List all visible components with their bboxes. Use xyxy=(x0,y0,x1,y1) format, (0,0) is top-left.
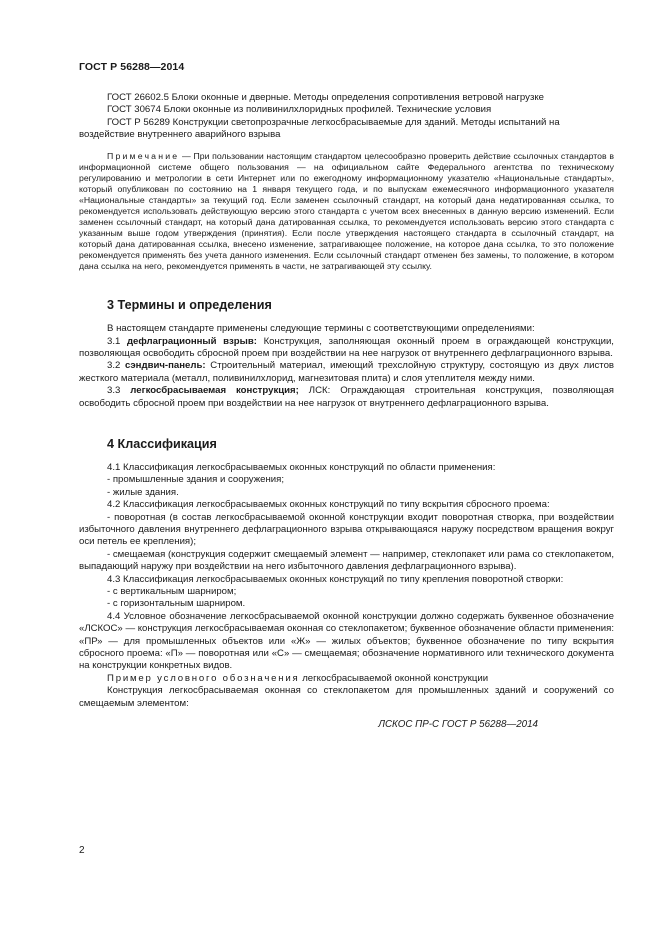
list-item: - с горизонтальным шарниром. xyxy=(107,598,246,610)
term-definition: Конструкция, заполняющая оконный проем в ограждающей конструкции, позволяющая освободить сбросной проем при воздействии на нее нагрузок от внутреннего дефлаграционного взрыва. xyxy=(79,335,614,359)
clause-4-1: 4.1 Классификация легкосбрасываемых оконных конструкций по области применения: xyxy=(107,461,496,473)
term-name: дефлаграционный взрыв: xyxy=(126,335,257,347)
term-number: 3.3 xyxy=(107,385,131,397)
example-tail: легкосбрасываемой оконной конструкции xyxy=(299,672,489,684)
clause-4-2: 4.2 Классификация легкосбрасываемых оконных конструкций по типу вскрытия сбросного проема: xyxy=(107,499,550,511)
designation-example: ЛСКОС ПР-С ГОСТ Р 56288—2014 xyxy=(378,719,538,731)
list-item: - с вертикальным шарниром; xyxy=(107,586,237,598)
clause-4-4: 4.4 Условное обозначение легкосбрасываемой оконной конструкции должно содержать буквенное обозначение «ЛСКОС» — конструкция легкосбрасываемая оконная со стеклопакетом; буквенное обозначение области применения: «ПР» — для промышленных объектов или «Ж» — жилых объектов; буквенное обозначение по типу вскрытия сбросного проема: «П» — поворотная или «С» — смещаемая; обозначение нормативного или технического документа на конструкции конкретных видов. xyxy=(79,610,614,672)
term-definition: ЛСК: Ограждающая строительная конструкция, позволяющая освободить сбросной проем при воздействии на нее нагрузок от внутреннего дефлаграционного взрыва. xyxy=(79,385,614,409)
term-definition: Строительный материал, имеющий трехслойную структуру, состоящую из двух листов жесткого материала (металл, поливинилхлорид, магнезитовая плита) и слоя утеплителя между ними. xyxy=(79,360,614,384)
page-number: 2 xyxy=(79,845,85,856)
reference-item: ГОСТ 26602.5 Блоки оконные и дверные. Методы определения сопротивления ветровой нагрузке xyxy=(107,92,544,103)
list-item: - промышленные здания и сооружения; xyxy=(107,474,284,486)
list-item: - жилые здания. xyxy=(107,486,179,498)
example-text: Конструкция легкосбрасываемая оконная со стеклопакетом для промышленных зданий и сооружений со смещаемым элементом: xyxy=(79,685,614,709)
note-paragraph xyxy=(79,151,614,273)
term-number: 3.2 xyxy=(107,360,126,372)
note-label: Примечание xyxy=(107,150,180,161)
term-3-3 xyxy=(79,385,614,410)
section-4-heading: 4 Классификация xyxy=(107,436,217,451)
term-3-2 xyxy=(79,360,614,385)
clause-4-3: 4.3 Классификация легкосбрасываемых оконных конструкций по типу крепления поворотной створки: xyxy=(107,573,564,585)
list-item: - смещаемая (конструкция содержит смещаемый элемент — например, стеклопакет или рама со стеклопакетом, выпадающий наружу при воздействии на него избыточного давления дефлаграционного взрыва). xyxy=(79,548,614,573)
section-3-intro: В настоящем стандарте применены следующие термины с соответствующими определениями: xyxy=(107,323,535,335)
document-header: ГОСТ Р 56288—2014 xyxy=(79,61,185,73)
reference-item: ГОСТ Р 56289 Конструкции светопрозрачные легкосбрасываемые для зданий. Методы испытаний на воздействие внутреннего аварийного взрыва xyxy=(79,116,560,141)
term-name: легкосбрасываемая конструкция; xyxy=(130,385,299,397)
section-3-heading: 3 Термины и определения xyxy=(107,298,272,313)
list-item: - поворотная (в состав легкосбрасываемой оконной конструкции входит поворотная створка, при воздействии избыточного давления внутреннего дефлаграционного взрыва открывающаяся наружу посредством вращения вокруг оси петель ее крепления); xyxy=(79,511,614,548)
reference-item: ГОСТ 30674 Блоки оконные из поливинилхлоридных профилей. Технические условия xyxy=(107,104,492,116)
note-text: — При пользовании настоящим стандартом целесообразно проверить действие ссылочных стандартов в информационной системе общего пользования — на официальном сайте Федерального агентства по техническому регулированию и метрологии в сети Интернет или по ежегодному информационному указателю «Национальные стандарты», который опубликован по состоянию на 1 января текущего года, и по выпускам ежемесячного информационного указателя «Национальные стандарты» за текущий год. Если заменен ссылочный стандарт, на который дана недатированная ссылка, то рекомендуется использовать действующую версию этого стандарта с учетом всех внесенных в данную версию изменений. Если заменен ссылочный стандарт, на который дана датированная ссылка, то рекомендуется использовать версию этого стандарта с указанным выше годом утверждения (принятия). Если после утверждения настоящего стандарта в ссылочный стандарт, на который дана датированная ссылка, внесено изменение, затрагивающее положение, на которое дана ссылка, то это положение рекомендуется применять без учета данного изменения. Если ссылочный стандарт отменен без замены, то положение, в котором дана ссылка на него, рекомендуется применять в части, не затрагивающей эту ссылку. xyxy=(79,150,614,272)
term-name: сэндвич-панель: xyxy=(125,360,206,372)
term-number: 3.1 xyxy=(107,335,127,347)
example-heading xyxy=(79,673,614,685)
term-3-1 xyxy=(79,336,614,361)
example-label: Пример условного обозначения xyxy=(107,672,300,684)
page-content xyxy=(79,92,614,731)
